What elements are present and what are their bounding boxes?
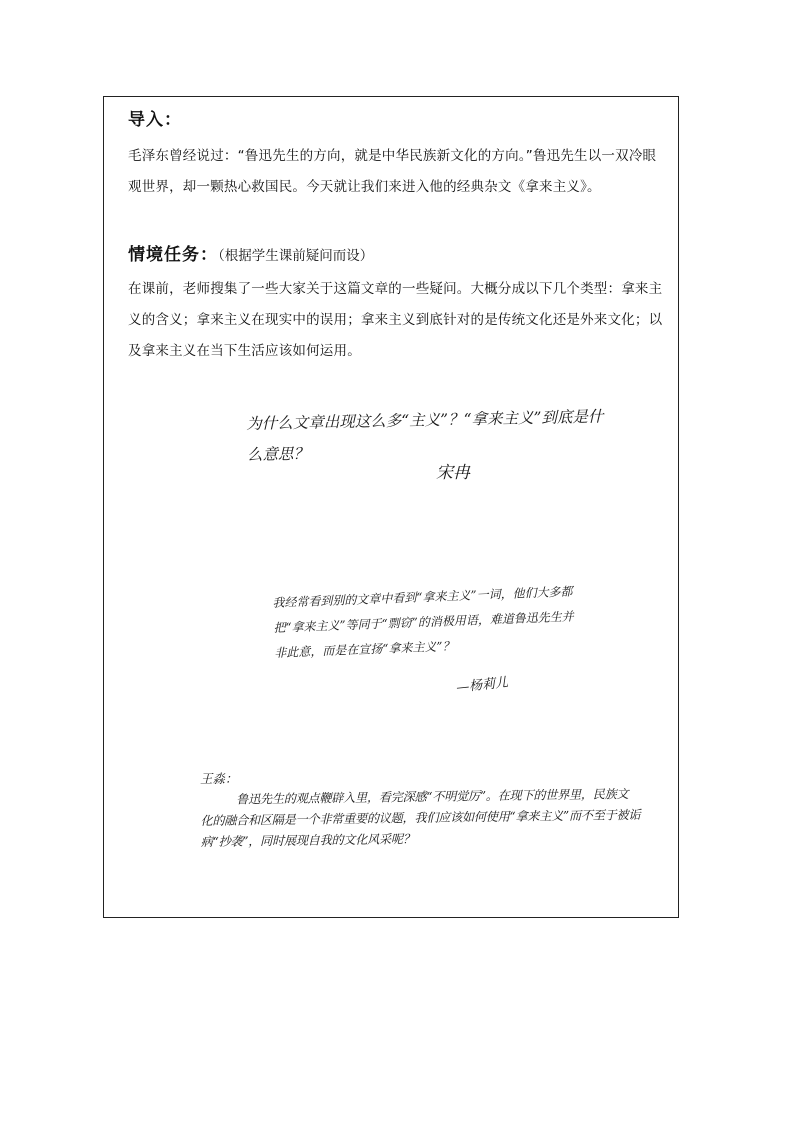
handwritten-question-2: 我经常看到别的文章中看到“拿来主义”一词，他们大多都把“拿来主义”等同于“剽窃”的消极用语，难道鲁迅先生并非此意，而是在宣扬“拿来主义”？ <box>272 584 575 660</box>
intro-heading-text: 导入： <box>128 110 182 130</box>
handwritten-signature-2: —杨莉儿 <box>455 675 509 696</box>
intro-paragraph: 毛泽东曾经说过：“鲁迅先生的方向，就是中华民族新文化的方向。”鲁迅先生以一双冷眼观世界，却一颗热心救国民。今天就让我们来进入他的经典杂文《拿来主义》。 <box>128 148 657 195</box>
handwritten-signature-1: 宋冉 <box>436 463 470 483</box>
handwritten-question-3-text: 鲁迅先生的观点鞭辟入里，看完深感“不明觉厉”。在现下的世界里，民族文化的融合和区隔是一个非常重要的议题，我们应该如何使用“拿来主义”而不至于被诟病“抄袭”，同时展现自我的文化风采呢？ <box>200 787 641 849</box>
task-heading <box>128 240 373 265</box>
lesson-table-cell <box>103 96 679 918</box>
task-heading-text: 情境任务： <box>128 245 218 265</box>
handwritten-question-1: 为什么文章出现这么多“主义”？“拿来主义”到底是什么意思？ <box>246 407 604 464</box>
intro-heading <box>128 105 182 130</box>
handwritten-signature-3: 王淼： <box>200 771 238 786</box>
handwritten-question-3 <box>200 784 641 853</box>
task-heading-note: （根据学生课前疑问而设） <box>218 248 374 264</box>
task-paragraph: 在课前，老师搜集了一些大家关于这篇文章的一些疑问。大概分成以下几个类型：拿来主义的含义；拿来主义在现实中的误用；拿来主义到底针对的是传统文化还是外来文化；以及拿来主义在当下生活应该如何运用。 <box>128 281 663 359</box>
